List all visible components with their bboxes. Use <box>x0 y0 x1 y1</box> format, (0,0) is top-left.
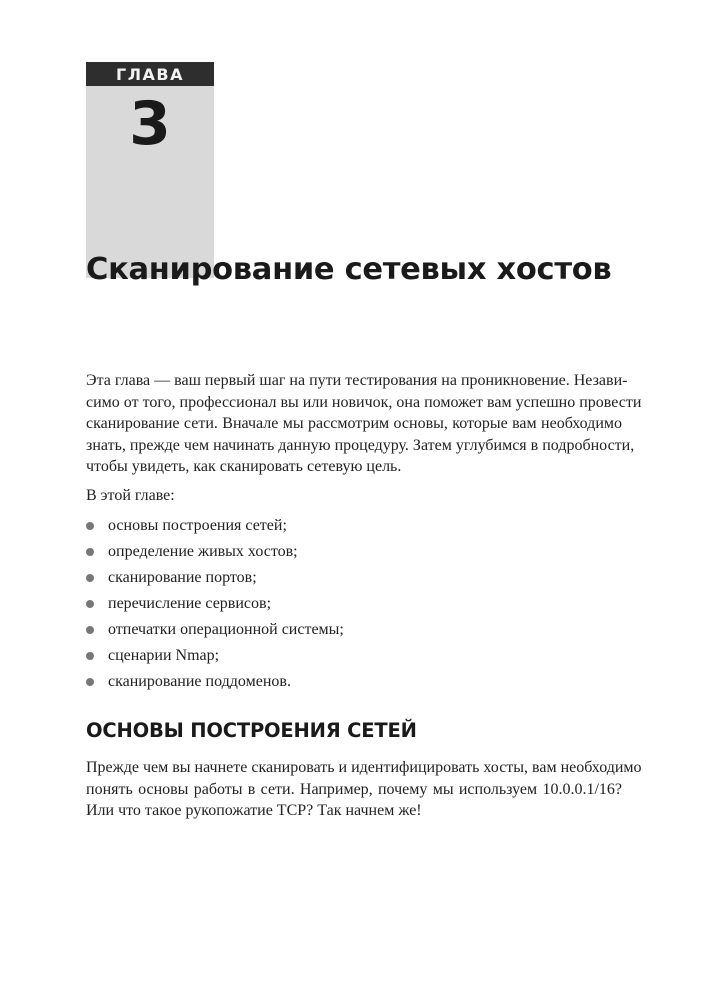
list-item <box>86 593 344 619</box>
list-item <box>86 671 344 697</box>
bullet-icon <box>86 548 94 556</box>
section-line: Или что такое рукопожатие TCP? Так начнем же! <box>86 802 422 819</box>
bullet-icon <box>86 626 94 634</box>
list-item-text: отпечатки операционной системы; <box>108 621 344 638</box>
intro-line: чтобы увидеть, как сканировать сетевую цель. <box>86 458 402 475</box>
bullet-icon <box>86 574 94 582</box>
intro-line: симо от того, профессионал вы или новичок, она поможет вам успешно провести <box>86 393 642 411</box>
list-item <box>86 515 344 541</box>
section-line: Прежде чем вы начнете сканировать и идентифицировать хосты, вам необходимо <box>86 759 642 776</box>
bullet-icon <box>86 652 94 660</box>
list-item-text: сканирование портов; <box>108 569 257 586</box>
list-item-text: определение живых хостов; <box>108 543 298 560</box>
list-item <box>86 567 344 593</box>
chapter-number: 3 <box>129 89 171 159</box>
contents-list <box>86 515 344 697</box>
list-item <box>86 619 344 645</box>
section-paragraph <box>86 757 642 822</box>
intro-line: сканирование сети. Вначале мы рассмотрим основы, которые вам необходимо <box>86 415 622 432</box>
list-item-text: сценарии Nmap; <box>108 647 220 664</box>
list-item-text: сканирование поддоменов. <box>108 673 291 690</box>
list-item <box>86 541 344 567</box>
intro-paragraph <box>86 370 642 478</box>
chapter-label: ГЛАВА <box>86 62 214 86</box>
intro-line: знать, прежде чем начинать данную процедуру. Затем углубимся в подробности, <box>86 436 635 454</box>
bullet-icon <box>86 600 94 608</box>
section-heading: ОСНОВЫ ПОСТРОЕНИЯ СЕТЕЙ <box>86 719 417 742</box>
section-line: понять основы работы в сети. Например, почему мы используем 10.0.0.1/16? <box>86 780 622 798</box>
list-item <box>86 645 344 671</box>
chapter-header-box <box>86 62 214 278</box>
bullet-icon <box>86 522 94 530</box>
bullet-icon <box>86 678 94 686</box>
list-item-text: основы построения сетей; <box>108 517 287 534</box>
intro-line: Эта глава — ваш первый шаг на пути тестирования на проникновение. Незави- <box>86 372 628 389</box>
contents-lead: В этой главе: <box>86 487 175 504</box>
chapter-title: Сканирование сетевых хостов <box>86 252 612 287</box>
list-item-text: перечисление сервисов; <box>108 595 272 612</box>
